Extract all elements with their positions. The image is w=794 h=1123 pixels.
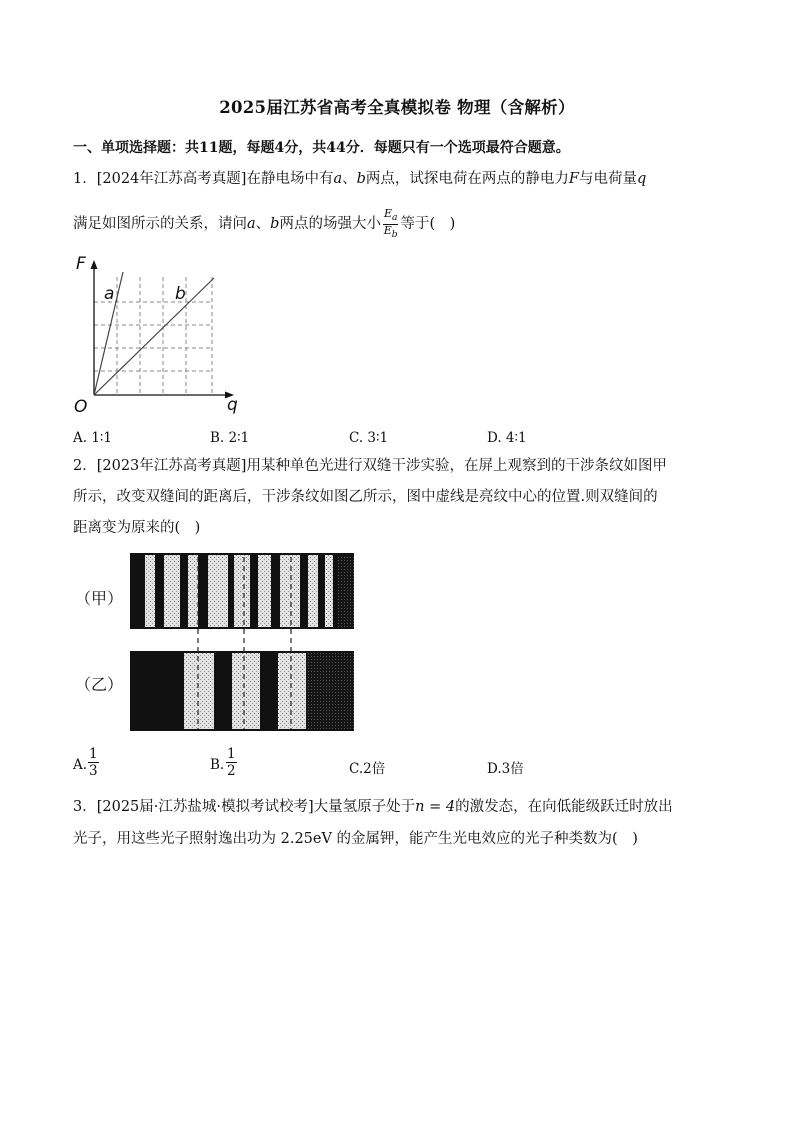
q3-line1: 3．[2025届·江苏盐城·模拟考试校考]大量氢原子处于n = 4的激发态，在向低能级跃迁时放出 (73, 799, 673, 815)
q2-option-a-prefix[interactable]: A. (73, 757, 88, 773)
q2-line1: 2．[2023年江苏高考真题]用某种单色光进行双缝干涉实验，在屏上观察到的干涉条纹如图甲 (73, 458, 667, 474)
q1-option-d[interactable]: D. 4∶1 (487, 430, 527, 446)
label-jia: （甲） (75, 589, 124, 608)
interference-fringes-figure (130, 553, 354, 731)
graph-y-label: F (76, 254, 86, 274)
graph-x-label: q (227, 395, 238, 415)
field-ratio-fraction: $\frac{E_a}{E_b}$ (383, 207, 398, 240)
fringe-panel-jia (130, 553, 354, 629)
q3-line2: 光子，用这些光子照射逸出功为 2.25eV 的金属钾，能产生光电效应的光子种类数为( ) (73, 831, 638, 847)
q2-option-c[interactable]: C.2倍 (349, 761, 386, 777)
fringe-panel-yi (130, 651, 354, 731)
q2-option-d[interactable]: D.3倍 (487, 761, 524, 777)
q1-option-a[interactable]: A. 1∶1 (73, 430, 113, 446)
q1-option-c[interactable]: C. 3∶1 (349, 430, 389, 446)
q2-line2: 所示，改变双缝间的距离后，干涉条纹如图乙所示，图中虚线是亮纹中心的位置.则双缝间的 (73, 489, 658, 505)
graph-origin-label: O (74, 397, 88, 417)
graph-line-b-label: b (175, 284, 186, 304)
q1-option-b[interactable]: B. 2∶1 (210, 430, 250, 446)
q2-option-b-prefix[interactable]: B. (210, 757, 225, 773)
section-heading: 一、单项选择题：共11题，每题4分，共44分．每题只有一个选项最符合题意。 (73, 140, 570, 156)
q2-option-b-fraction[interactable]: 1 2 (227, 746, 236, 780)
q1-line2: 满足如图所示的关系，请问a、b两点的场强大小 $\frac{E_a}{E_b}$ 等于( ) (73, 207, 456, 240)
graph-line-a-label: a (104, 284, 115, 304)
label-yi: （乙） (75, 675, 124, 694)
q2-option-a-fraction[interactable]: 1 3 (89, 746, 98, 780)
q2-line3: 距离变为原来的( ) (73, 520, 201, 536)
page-title: 2025届江苏省高考全真模拟卷 物理（含解析） (219, 98, 575, 117)
q1-line1: 1．[2024年江苏高考真题]在静电场中有a、b两点，试探电荷在两点的静电力F与电荷量q (73, 171, 647, 187)
